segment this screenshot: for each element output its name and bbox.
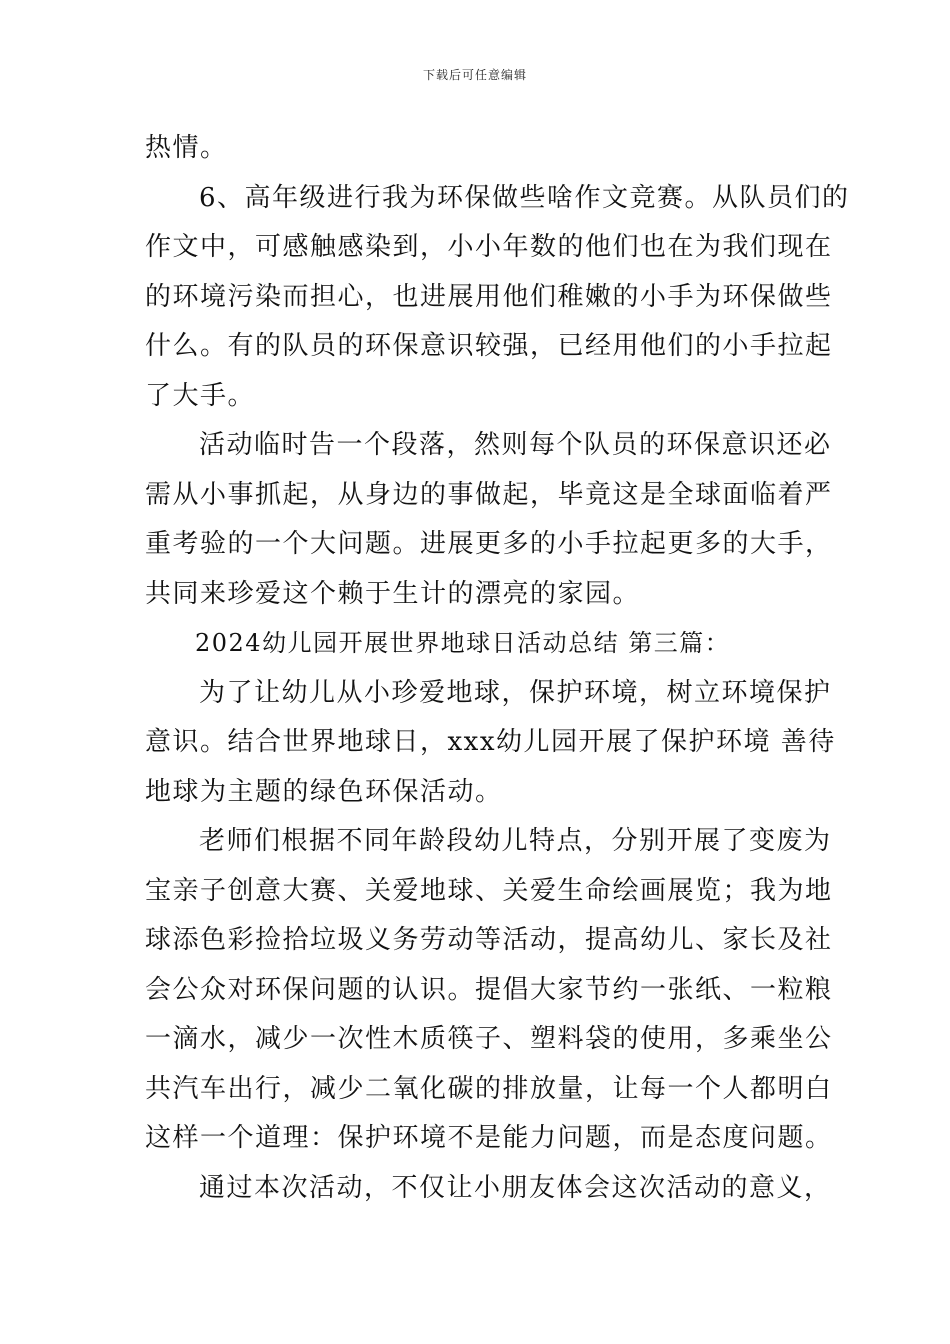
text-line: 热情。 — [145, 133, 228, 163]
text-line: 为了让幼儿从小珍爱地球，保护环境，树立环境保护 — [199, 677, 832, 708]
text-line: 的环境污染而担心，也进展用他们稚嫩的小手为环保做些 — [145, 281, 833, 312]
text-line: 意识。结合世界地球日，xxx幼儿园开展了保护环境 善待 — [145, 727, 836, 757]
text-line: 重考验的一个大问题。进展更多的小手拉起更多的大手， — [145, 529, 833, 559]
section-heading: 2024幼儿园开展世界地球日活动总结 第三篇： — [195, 629, 731, 657]
text-line: 作文中，可感触感染到，小小年数的他们也在为我们现在 — [145, 232, 833, 262]
text-line: 一滴水，减少一次性木质筷子、塑料袋的使用，多乘坐公 — [145, 1024, 833, 1054]
text-line: 通过本次活动，不仅让小朋友体会这次活动的意义， — [199, 1172, 832, 1203]
text-line: 活动临时告一个段落，然则每个队员的环保意识还必 — [199, 430, 832, 460]
document-body — [145, 124, 850, 1213]
text-line: 地球为主题的绿色环保活动。 — [145, 776, 503, 807]
text-line: 共同来珍爱这个赖于生计的漂亮的家园。 — [145, 578, 641, 609]
text-line: 会公众对环保问题的认识。提倡大家节约一张纸、一粒粮 — [145, 974, 833, 1005]
text-line: 了大手。 — [145, 380, 256, 411]
text-line: 宝亲子创意大赛、关爱地球、关爱生命绘画展览；我为地 — [145, 875, 833, 906]
text-line: 需从小事抓起，从身边的事做起，毕竟这是全球面临着严 — [145, 479, 833, 510]
text-line: 球添色彩捡拾垃圾义务劳动等活动，提高幼儿、家长及社 — [145, 925, 833, 955]
text-line: 共汽车出行，减少二氧化碳的排放量，让每一个人都明白 — [145, 1073, 833, 1104]
text-line: 什么。有的队员的环保意识较强，已经用他们的小手拉起 — [145, 331, 833, 361]
page-header-note: 下载后可任意编辑 — [422, 68, 527, 82]
text-line: 老师们根据不同年龄段幼儿特点，分别开展了变废为 — [199, 826, 832, 856]
text-line: 这样一个道理：保护环境不是能力问题，而是态度问题。 — [145, 1123, 833, 1153]
text-line: 6、高年级进行我为环保做些啥作文竞赛。从队员们的 — [199, 182, 850, 213]
